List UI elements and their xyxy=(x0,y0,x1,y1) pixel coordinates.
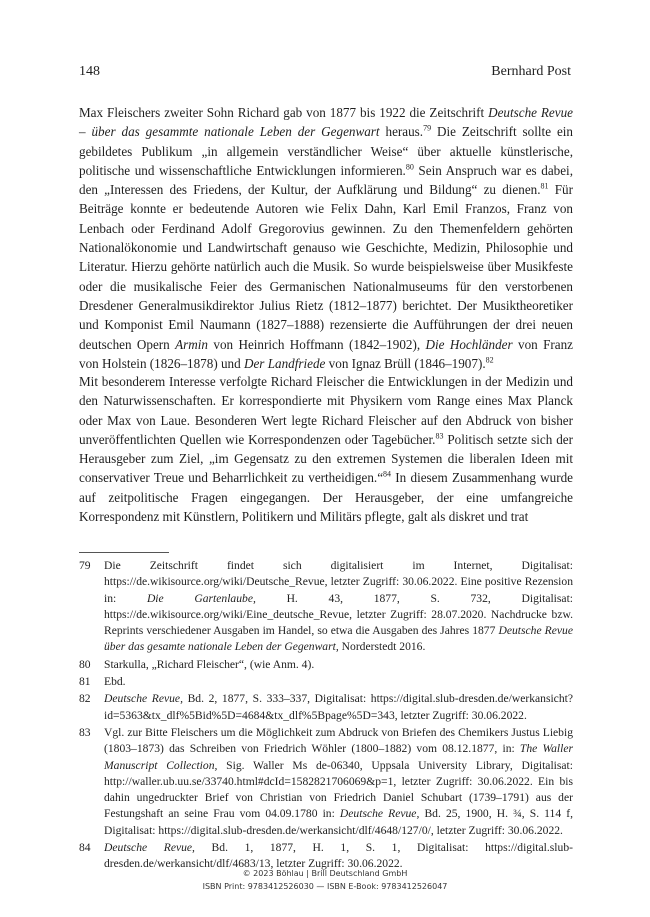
text-run: In diesem Zusammenhang wurde auf zeitpolitische Fragen eingegangen. Der Herausgeber, der eine umfangreiche Korrespondenz mit Künstlern, Politikern und Militärs pflegte, galt als diskret und trat xyxy=(79,470,573,525)
footnote-number: 79 xyxy=(79,559,91,572)
text-run: Norderstedt 2016. xyxy=(338,640,426,654)
body-paragraph-2 xyxy=(79,372,573,526)
footnote-ref-82[interactable]: 82 xyxy=(485,355,494,365)
text-run: H. 43, 1877, S. 732, Digitalisat: https://de.wikisource.org/wiki/Eine_deutsche_Revue, letzter Zugriff: 28.07.2020. Nachdrucke bzw. Reprints verschiedener Ausgaben im Handel, so etwa die Ausgaben des Jahres 1877 xyxy=(104,591,574,638)
page-number: 148 xyxy=(79,64,100,79)
footnote-ref-83[interactable]: 83 xyxy=(435,431,444,441)
text-run: Vgl. zur Bitte Fleischers um die Möglichkeit zum Abdruck von Briefen des Chemikers Justus Liebig (1803–1873) das Schreiben von Friedrich Wöhler (1800–1882) vom 08.12.1877, in: xyxy=(104,725,573,756)
footnote-84 xyxy=(79,840,573,873)
opera-title: Armin xyxy=(175,336,208,352)
footnote-text: Ebd. xyxy=(104,675,126,689)
footnote-ref-79[interactable]: 79 xyxy=(423,123,432,133)
cited-title: Deutsche Revue, xyxy=(104,841,195,855)
opera-title: Der Landfriede xyxy=(243,355,326,371)
opera-title: Die Hochländer xyxy=(425,336,513,352)
footnote-ref-80[interactable]: 80 xyxy=(405,162,414,172)
text-run: Bd. 25, 1900, H. ¾, S. 114 f, Digitalisat: https://digital.slub-dresden.de/werkansicht/dlf/4648/127/0/, letzter Zugriff: 30.06.2022. xyxy=(104,807,573,837)
footnote-text xyxy=(104,558,573,656)
footnote-79 xyxy=(79,558,573,656)
body-paragraph-1 xyxy=(79,103,573,373)
text-run: von Heinrich Hoffmann (1842–1902), xyxy=(208,336,426,352)
footnote-number: 83 xyxy=(79,725,91,739)
copyright-line: © 2023 Böhlau | Brill Deutschland GmbH xyxy=(242,869,408,878)
footnote-83 xyxy=(79,725,573,839)
text-run: Max Fleischers zweiter Sohn Richard gab von 1877 bis 1922 die Zeitschrift xyxy=(79,105,489,120)
isbn-line: ISBN Print: 9783412526030 — ISBN E-Book: 9783412526047 xyxy=(202,882,448,891)
footnotes xyxy=(79,558,573,874)
footnote-ref-81[interactable]: 81 xyxy=(540,181,549,191)
footnote-80 xyxy=(79,657,573,673)
footnote-81 xyxy=(79,674,573,690)
footnote-text: Starkulla, „Richard Fleischer“, (wie Anm. 4). xyxy=(104,657,315,671)
footnote-separator xyxy=(79,552,169,553)
footnote-number: 84 xyxy=(79,841,91,855)
running-head-author: Bernhard Post xyxy=(491,64,571,79)
footnote-text xyxy=(104,725,573,839)
text-run: Bd. 1, 1877, H. 1, S. 1, Digitalisat: https://digital.slub-dresden.de/werkansicht/dlf/4683/13, letzter Zugriff: 30.06.2022. xyxy=(104,841,573,871)
cited-title: Deutsche Revue, xyxy=(339,807,420,821)
footnote-82 xyxy=(79,691,573,724)
journal-title: Deutsche Revue – über das gesammte nationale Leben der Gegenwart xyxy=(79,105,574,140)
text-run: Mit besonderem Interesse verfolgte Richard Fleischer die Entwicklungen in der Medizin und den Naturwissenschaften. Er korrespondierte mit Physikern vom Range eines Max Planck oder Max von Laue. Besonderen Wert legte Richard Fleischer auf den Abdruck von bisher unveröffentlichten Quellen wie Korrespondenzen oder Tagebücher. xyxy=(79,374,573,447)
footnote-ref-84[interactable]: 84 xyxy=(383,470,392,480)
footnote-number: 81 xyxy=(79,675,91,689)
text-run: Bd. 2, 1877, S. 333–337, Digitalisat: https://digital.slub-dresden.de/werkansicht?id=5363&tx_dlf%5Bid%5D=4684&tx_dlf%5Bpage%5D=343, letzter Zugriff: 30.06.2022. xyxy=(104,692,573,722)
footnote-text xyxy=(104,840,573,873)
text-run: Sig. Waller Ms de-06340, Uppsala University Library, Digitalisat: http://waller.ub.uu.se/33740.html#dcId=1582821706069&p=1, letzter Zugriff: 30.06.2022. Ein bis dahin ungedruckter Brief von Christian von Friedrich Daniel Schubart (1739–1791) aus der Festungshaft an seine Frau vom 04.09.1780 in: xyxy=(104,758,573,821)
footnote-number: 82 xyxy=(79,692,91,706)
text-run: Politisch setzte sich der Herausgeber zum Ziel, „im Gegensatz zu den extremen Systemen die liberalen Ideen mit conservativer Treue und Beharrlichkeit zu vertheidigen.“ xyxy=(79,431,574,486)
footnote-number: 80 xyxy=(79,657,91,671)
footnote-text xyxy=(104,691,573,724)
text-run: von Ignaz Brüll (1846–1907). xyxy=(325,355,486,371)
text-run: Die Zeitschrift findet sich digitalisiert im Internet, Digitalisat: https://de.wikisource.org/wiki/Deutsche_Revue, letzter Zugriff: 30.06.2022. Eine positive Rezension in: xyxy=(104,559,573,605)
text-run: von Franz von Holstein (1826–1878) und xyxy=(79,336,574,371)
text-run: Die Zeitschrift sollte ein gebildetes Publikum „in allgemein verständlicher Weise“ über aktuelle künstlerische, politische und wissenschaftliche Entwicklungen informieren. xyxy=(79,124,574,178)
cited-title: Deutsche Revue, xyxy=(104,692,183,706)
cited-title: Deutsche Revue über das gesamte nationale Leben der Gegenwart, xyxy=(104,624,573,654)
text-run: heraus. xyxy=(379,124,424,140)
cited-title: The Waller Manuscript Collection, xyxy=(104,742,573,772)
cited-title: Die Gartenlaube, xyxy=(146,591,256,605)
text-run: Sein Anspruch war es dabei, den „Interessen des Friedens, der Kultur, der Aufklärung und Bildung“ zu dienen. xyxy=(79,162,573,198)
text-run: Für Beiträge konnte er bedeutende Autoren wie Felix Dahn, Karl Emil Franzos, Franz von Lenbach oder Ferdinand Adolf Gregorovius gewinnen. Zu den Themenfeldern gehörten Nationalökonomie und Landwirtschaft genauso wie Geschichte, Medizin, Philosophie und Literatur. Hierzu gehörte natürlich auch die Musik. So wurde beispielsweise über Musikfeste oder die musikalische Feier des Germanischen Nationalmuseums für den verstorbenen Dresdener Generalmusikdirektor Julius Rietz (1812–1877) berichtet. Der Musiktheoretiker und Komponist Emil Naumann (1827–1888) rezensierte die Aufführungen der drei neuen deutschen Opern xyxy=(79,182,573,352)
